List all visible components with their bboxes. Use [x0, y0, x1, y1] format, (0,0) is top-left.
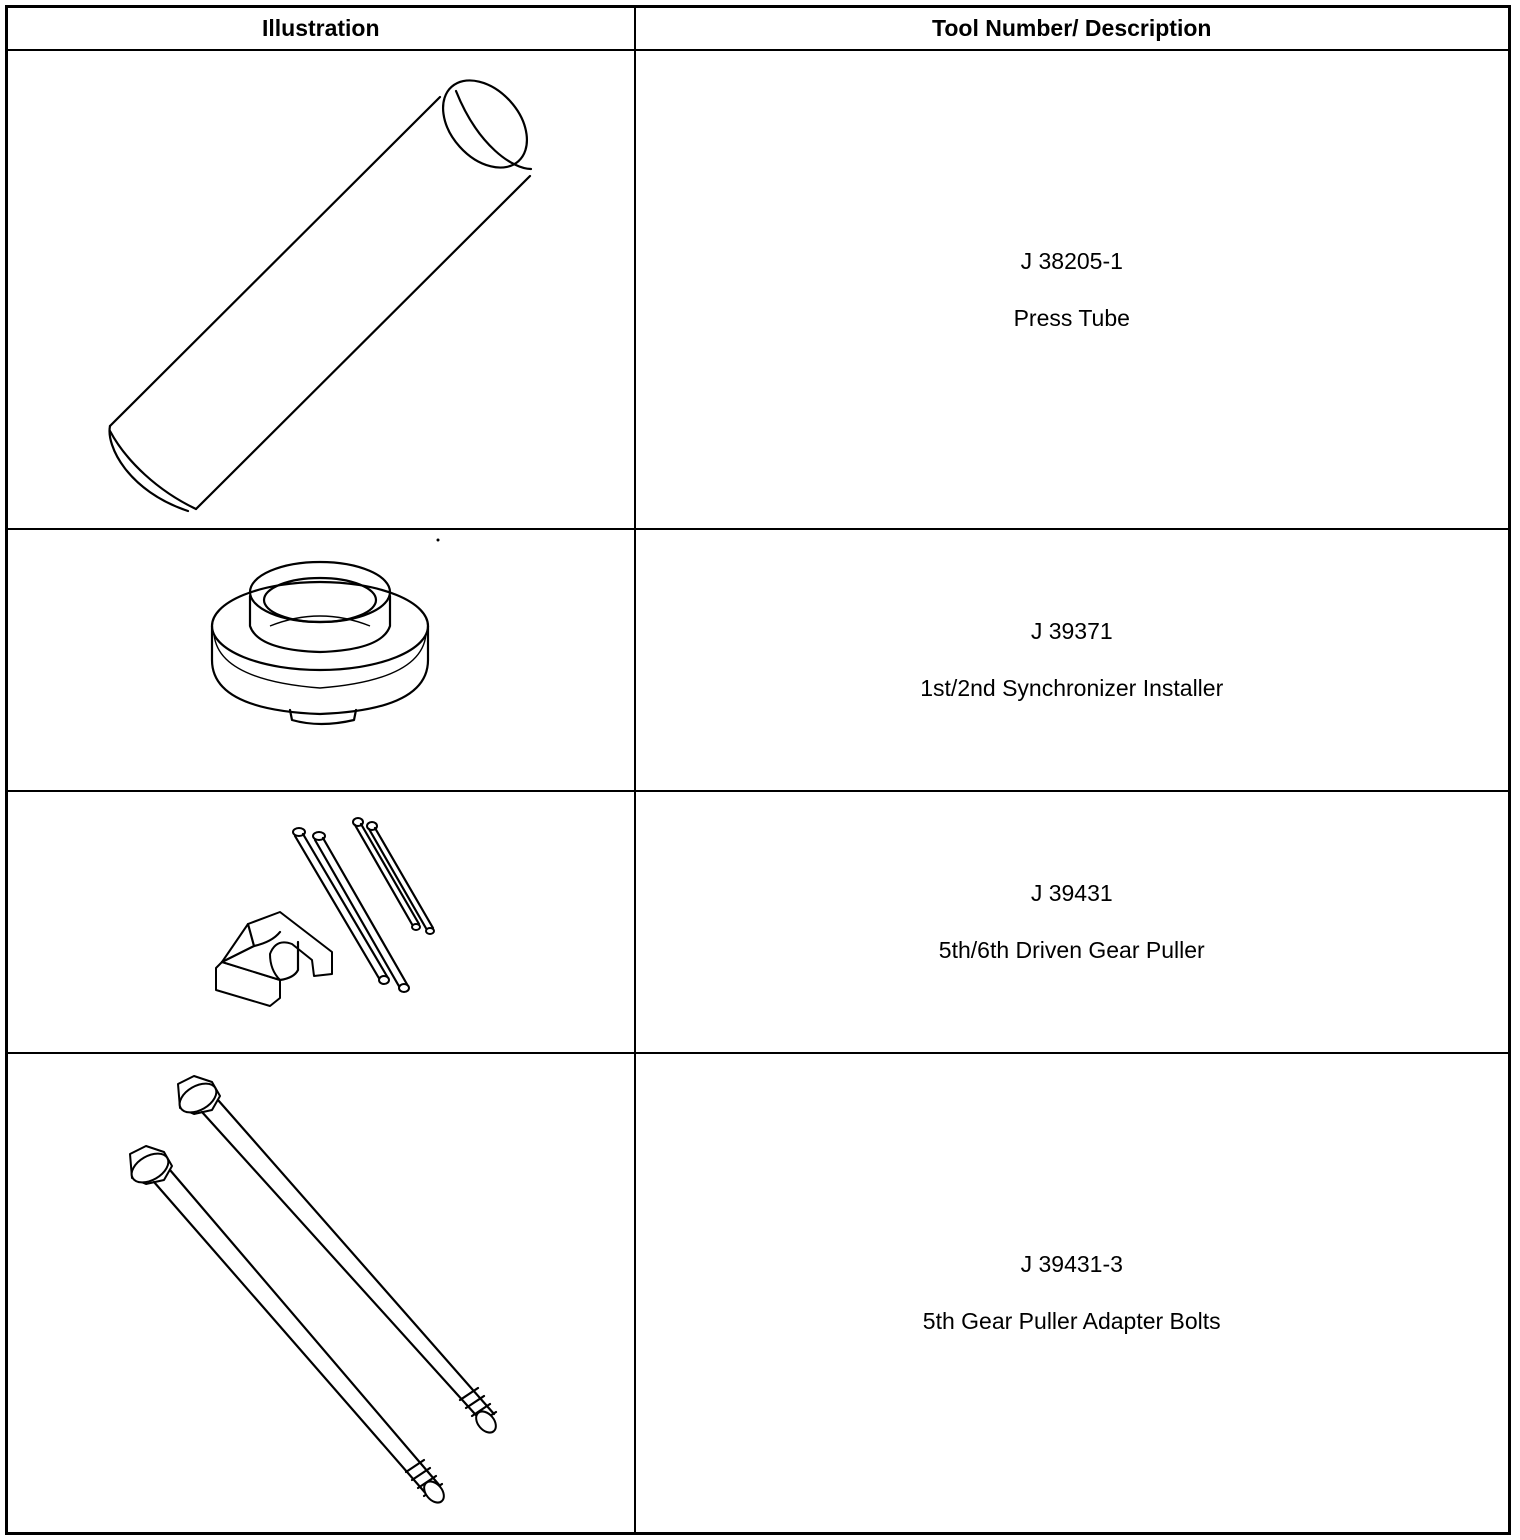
table-row [7, 1053, 1510, 1534]
header-illustration: Illustration [7, 7, 635, 51]
table-row [7, 791, 1510, 1053]
tool-number: J 38205-1 [1020, 247, 1123, 274]
tool-number: J 39431-3 [1020, 1251, 1123, 1277]
description-cell [635, 529, 1510, 791]
tool-number: J 39371 [1030, 618, 1113, 644]
illustration-cell [7, 529, 635, 791]
description-cell [635, 791, 1510, 1053]
tool-description: Press Tube [1013, 304, 1130, 331]
description-cell [635, 50, 1510, 529]
tool-description: 5th Gear Puller Adapter Bolts [922, 1308, 1221, 1334]
description-cell [635, 1053, 1510, 1534]
press-tube-illustration [8, 51, 636, 528]
adapter-bolts-illustration [8, 1054, 636, 1532]
tool-description: 5th/6th Driven Gear Puller [938, 937, 1205, 963]
illustration-cell [7, 791, 635, 1053]
tool-description: 1st/2nd Synchronizer Installer [920, 675, 1224, 701]
tool-number: J 39431 [1030, 880, 1113, 906]
header-row [7, 7, 1510, 51]
illustration-cell [7, 50, 635, 529]
table-row [7, 529, 1510, 791]
gear-puller-illustration [8, 792, 636, 1052]
synchronizer-installer-illustration [8, 530, 636, 790]
illustration-cell [7, 1053, 635, 1534]
table-row [7, 50, 1510, 529]
header-tool-number-description: Tool Number/ Description [635, 7, 1510, 51]
tool-table [5, 5, 1511, 1535]
